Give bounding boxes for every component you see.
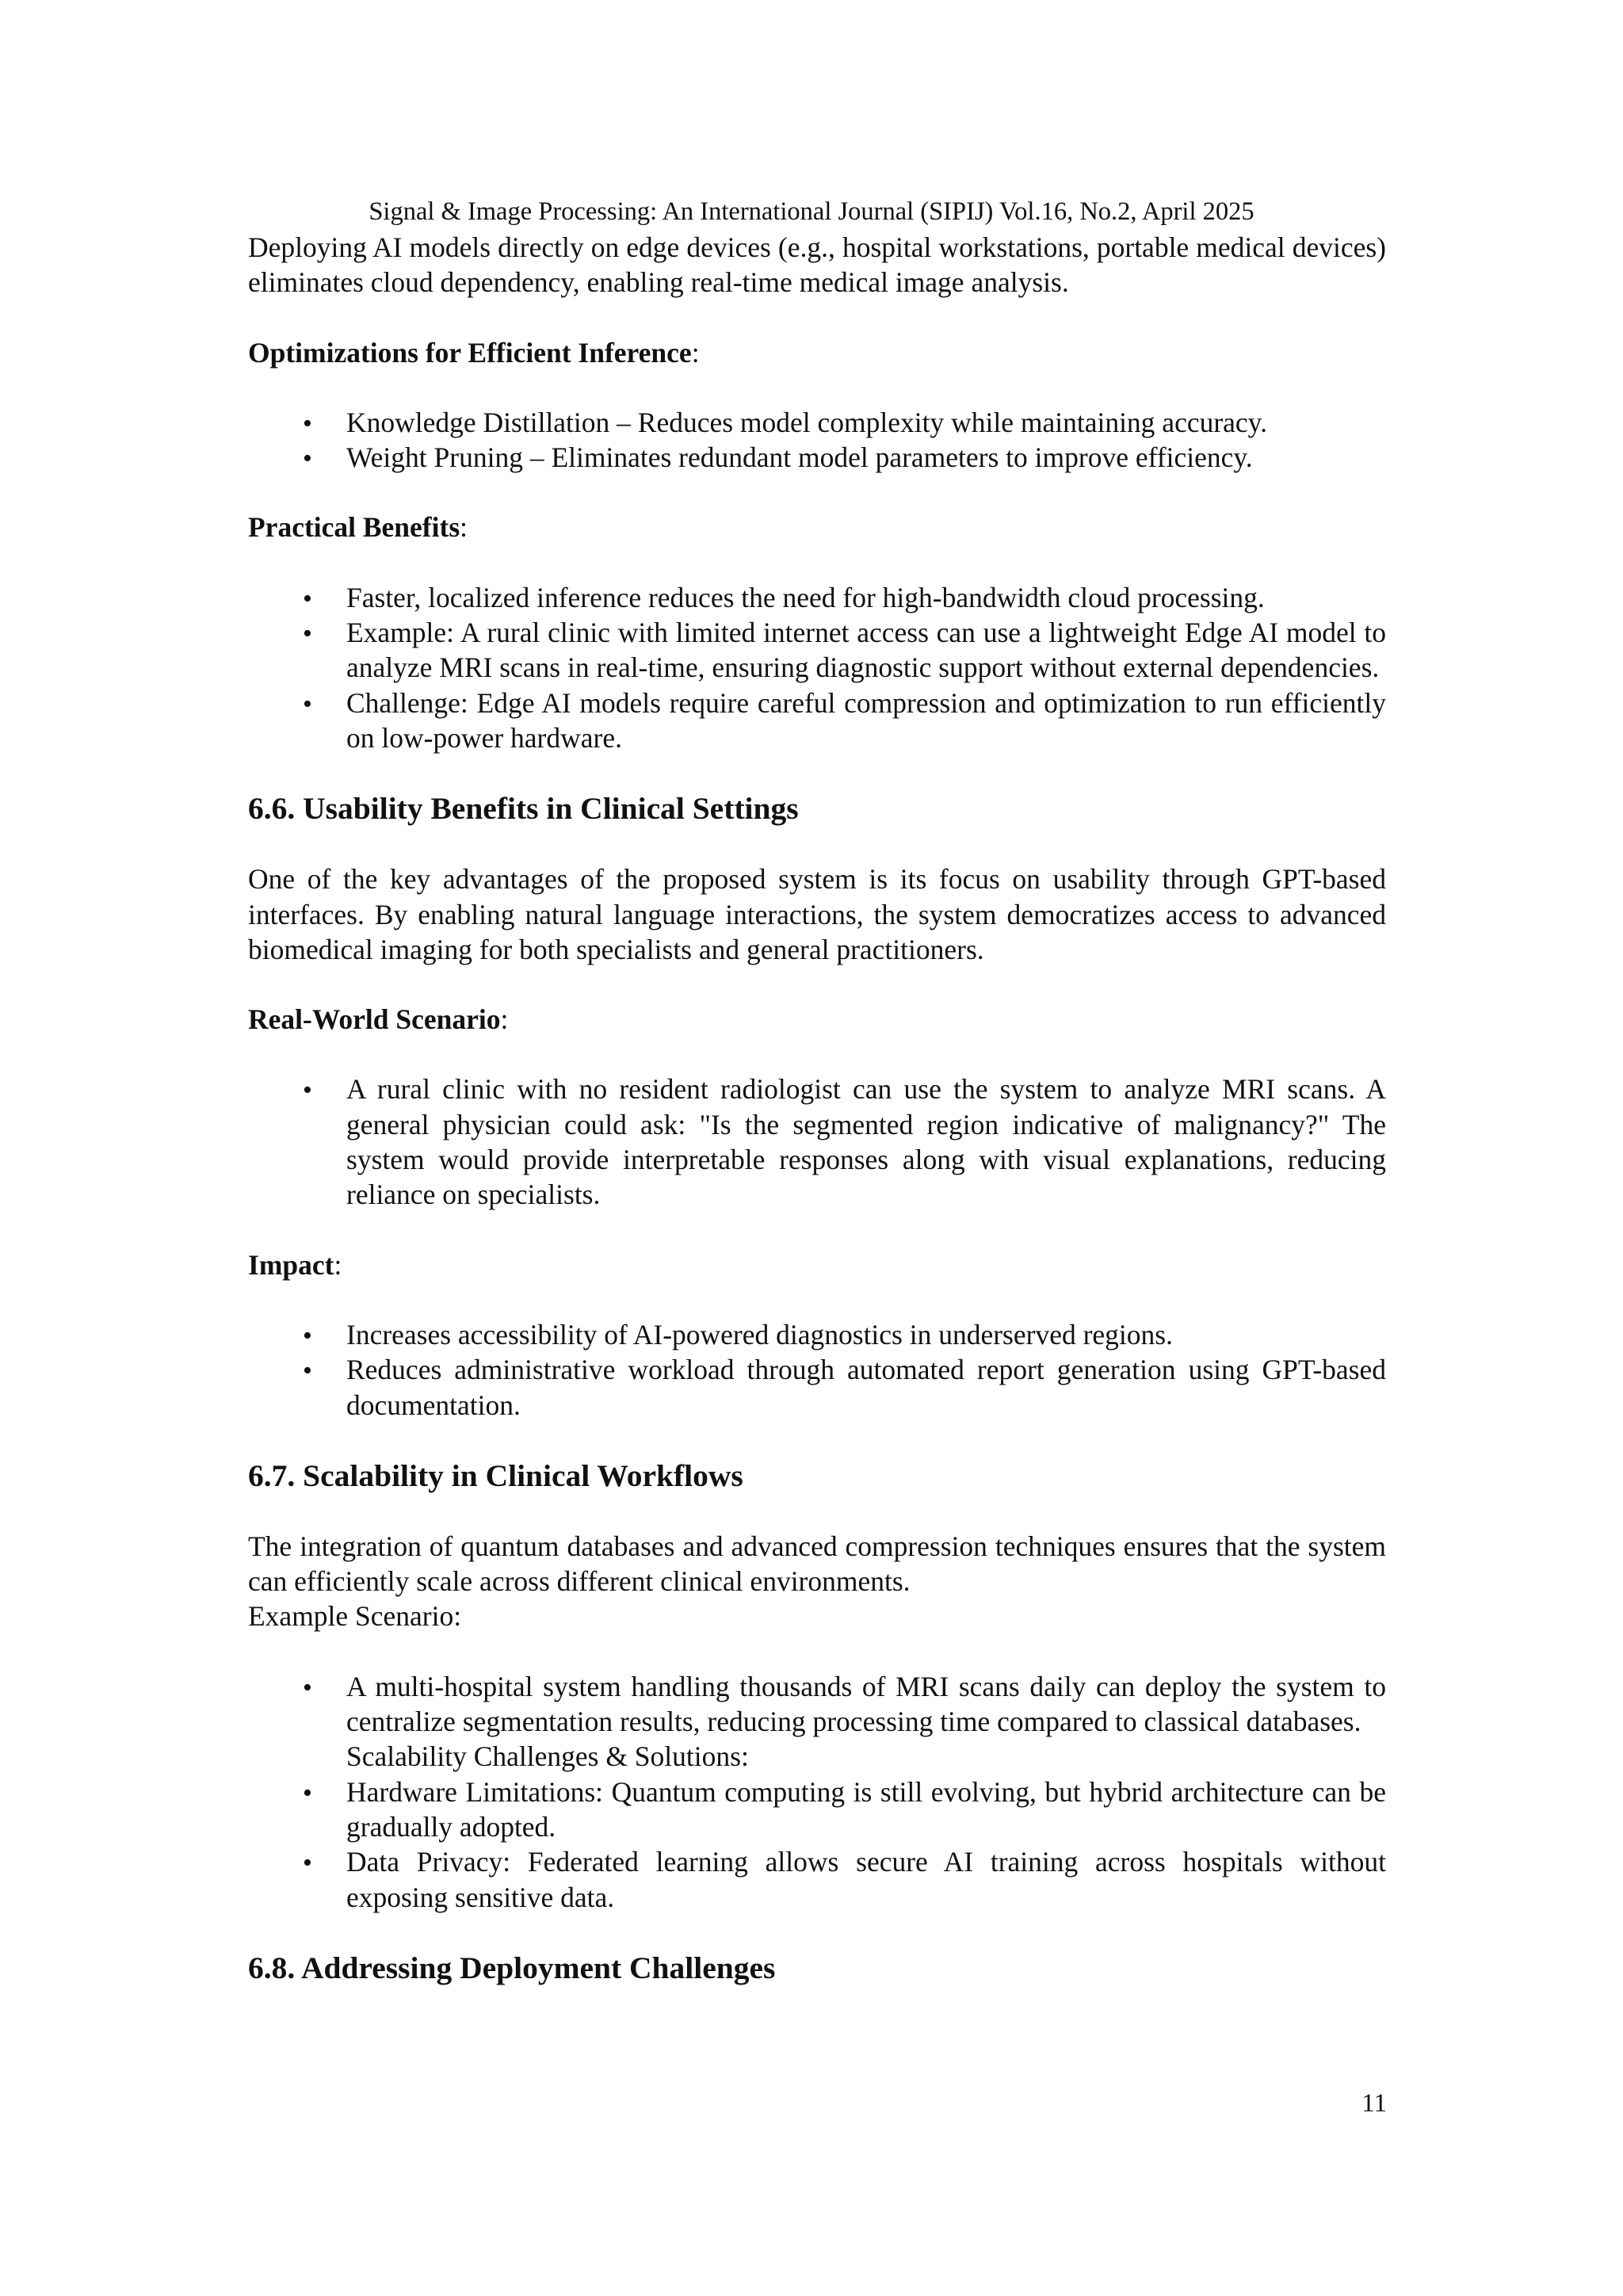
list-item-subtext: Scalability Challenges & Solutions: xyxy=(346,1740,749,1773)
bullet-icon xyxy=(296,1317,319,1354)
optimizations-label-text: Optimizations for Efficient Inference xyxy=(248,336,692,369)
scenario-list xyxy=(248,1072,1386,1212)
page-number: 11 xyxy=(1361,2089,1387,2118)
list-item-text: A multi-hospital system handling thousands of MRI scans daily can deploy the system to centralize segmentation results, reducing processing time compared to classical databases. xyxy=(346,1670,1386,1738)
example-scenario-label: Example Scenario: xyxy=(248,1600,462,1633)
optimizations-label: Optimizations for Efficient Inference: xyxy=(248,336,700,369)
list-item-text: Faster, localized inference reduces the need for high-bandwidth cloud processing. xyxy=(346,581,1265,613)
list-item xyxy=(248,440,1386,475)
bullet-icon xyxy=(296,580,319,617)
list-item-text: Challenge: Edge AI models require careful compression and optimization to run efficiently on low-power hardware. xyxy=(346,686,1386,754)
bullet-icon xyxy=(296,1072,319,1108)
section-heading-6-8: 6.8. Addressing Deployment Challenges xyxy=(248,1950,776,1985)
bullet-icon xyxy=(296,1669,319,1706)
list-item-text: Data Privacy: Federated learning allows secure AI training across hospitals without exposing sensitive data. xyxy=(346,1846,1386,1913)
practical-benefits-label: Practical Benefits: xyxy=(248,511,468,544)
list-item-text: Increases accessibility of AI-powered diagnostics in underserved regions. xyxy=(346,1318,1173,1350)
scalability-list xyxy=(248,1669,1386,1915)
practical-benefits-label-text: Practical Benefits xyxy=(248,511,460,544)
bullet-icon xyxy=(296,1844,319,1881)
practical-benefits-list xyxy=(248,580,1386,755)
bullet-icon xyxy=(296,1775,319,1811)
bullet-icon xyxy=(296,686,319,722)
impact-label: Impact: xyxy=(248,1248,342,1281)
list-item-text: Knowledge Distillation – Reduces model complexity while maintaining accuracy. xyxy=(346,406,1267,438)
list-item xyxy=(248,615,1386,686)
list-item-text: Example: A rural clinic with limited internet access can use a lightweight Edge AI model to analyze MRI scans in real-time, ensuring diagnostic support without external dependencies. xyxy=(346,617,1386,684)
list-item-text: Reduces administrative workload through automated report generation using GPT-based documentation. xyxy=(346,1354,1386,1421)
impact-label-text: Impact xyxy=(248,1248,334,1281)
optimizations-list xyxy=(248,405,1386,476)
list-item-text: A rural clinic with no resident radiologist can use the system to analyze MRI scans. A general physician could ask: "Is the segmented region indicative of malignancy?" The system would provide interpretable responses along with visual explanations, reducing reliance on specialists. xyxy=(346,1073,1386,1211)
page-content xyxy=(248,230,1386,1986)
bullet-icon xyxy=(296,615,319,651)
intro-paragraph: Deploying AI models directly on edge devices (e.g., hospital workstations, portable medical devices) eliminates cloud dependency, enabling real-time medical image analysis. xyxy=(248,231,1386,299)
bullet-icon xyxy=(296,1352,319,1389)
list-item xyxy=(248,1844,1386,1915)
list-item xyxy=(248,1352,1386,1423)
list-item xyxy=(248,1669,1386,1775)
section-heading-6-6: 6.6. Usability Benefits in Clinical Settings xyxy=(248,791,799,827)
list-item xyxy=(248,1072,1386,1212)
list-item xyxy=(248,1317,1386,1352)
bullet-icon xyxy=(296,440,319,476)
scalability-paragraph: The integration of quantum databases and advanced compression techniques ensures that the system can efficiently scale across different clinical environments. xyxy=(248,1530,1386,1598)
usability-paragraph: One of the key advantages of the proposed system is its focus on usability through GPT-based interfaces. By enabling natural language interactions, the system democratizes access to advanced biomedical imaging for both specialists and general practitioners. xyxy=(248,863,1386,965)
list-item-text: Weight Pruning – Eliminates redundant model parameters to improve efficiency. xyxy=(346,441,1253,474)
running-head: Signal & Image Processing: An International Journal (SIPIJ) Vol.16, No.2, April 2025 xyxy=(369,197,1254,226)
impact-list xyxy=(248,1317,1386,1423)
section-heading-6-7: 6.7. Scalability in Clinical Workflows xyxy=(248,1457,743,1493)
real-world-scenario-label: Real-World Scenario: xyxy=(248,1003,509,1036)
bullet-icon xyxy=(296,405,319,441)
list-item xyxy=(248,686,1386,756)
list-item xyxy=(248,1775,1386,1845)
list-item xyxy=(248,580,1386,615)
list-item-text: Hardware Limitations: Quantum computing is still evolving, but hybrid architecture can be gradually adopted. xyxy=(346,1775,1386,1843)
list-item xyxy=(248,405,1386,440)
real-world-scenario-label-text: Real-World Scenario xyxy=(248,1003,501,1036)
